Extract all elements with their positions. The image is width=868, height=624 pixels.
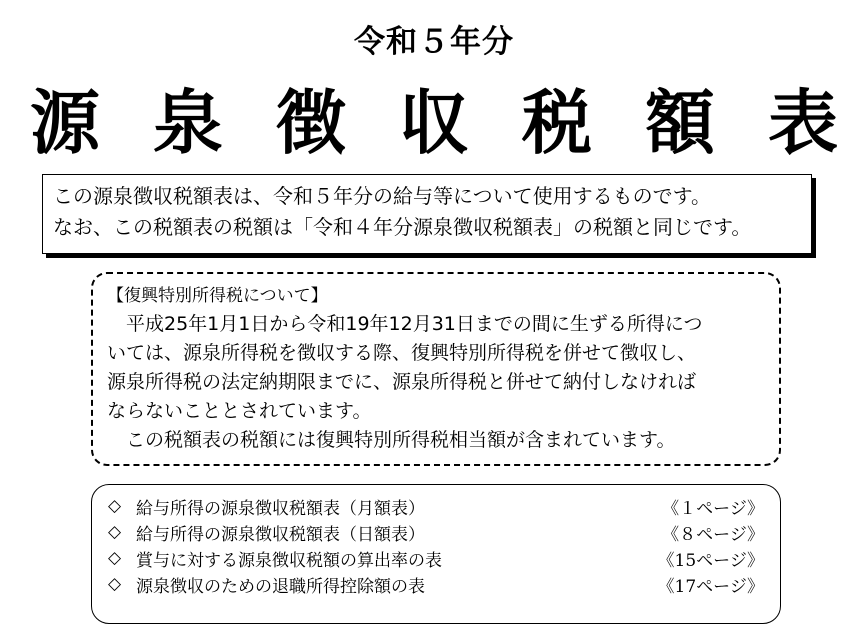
toc-item-daily[interactable]	[108, 519, 764, 545]
toc-item-page: 《１ページ》	[662, 498, 764, 519]
notice-line-2: なお、この税額表の税額は「令和４年分源泉徴収税額表」の税額と同じです。	[53, 215, 752, 239]
toc-item-page: 《８ページ》	[662, 524, 764, 545]
title-char: 徴	[276, 82, 346, 164]
toc-item-monthly[interactable]	[108, 493, 764, 519]
toc-item-name: 源泉徴収のための退職所得控除額の表	[136, 576, 425, 597]
toc-item-bonus-rate[interactable]	[108, 545, 764, 571]
usage-notice-box	[42, 174, 812, 254]
title-char: 税	[522, 82, 592, 164]
document-title	[30, 82, 838, 164]
note-line-1: 平成25年1月1日から令和19年12月31日までの間に生ずる所得につ	[126, 313, 703, 335]
toc-item-page: 《17ページ》	[657, 576, 764, 597]
diamond-bullet-icon: ◇	[108, 522, 122, 542]
document-subtitle: 令和５年分	[354, 24, 514, 60]
diamond-bullet-icon: ◇	[108, 496, 122, 516]
note-heading: 【復興特別所得税について】	[107, 286, 328, 306]
toc-item-retirement-deduction[interactable]	[108, 571, 764, 597]
notice-line-1: この源泉徴収税額表は、令和５年分の給与等について使用するものです。	[53, 184, 711, 208]
toc-item-name: 給与所得の源泉徴収税額表（月額表）	[136, 498, 425, 519]
diamond-bullet-icon: ◇	[108, 548, 122, 568]
note-line-3: 源泉所得税の法定納期限までに、源泉所得税と併せて納付しなければ	[107, 371, 697, 393]
title-char: 表	[768, 82, 838, 164]
title-char: 源	[30, 82, 100, 164]
reconstruction-tax-note	[91, 272, 781, 466]
note-line-2: いては、源泉所得税を徴収する際、復興特別所得税を併せて徴収し、	[107, 342, 697, 364]
note-line-4: ならないこととされています。	[107, 400, 372, 422]
diamond-bullet-icon: ◇	[108, 574, 122, 594]
note-line-5: この税額表の税額には復興特別所得税相当額が含まれています。	[126, 429, 676, 451]
title-char: 額	[645, 82, 715, 164]
toc-item-name: 賞与に対する源泉徴収税額の算出率の表	[136, 550, 442, 571]
title-char: 収	[399, 82, 469, 164]
title-char: 泉	[153, 82, 223, 164]
toc-item-page: 《15ページ》	[657, 550, 764, 571]
table-of-contents	[91, 484, 781, 624]
toc-item-name: 給与所得の源泉徴収税額表（日額表）	[136, 524, 425, 545]
